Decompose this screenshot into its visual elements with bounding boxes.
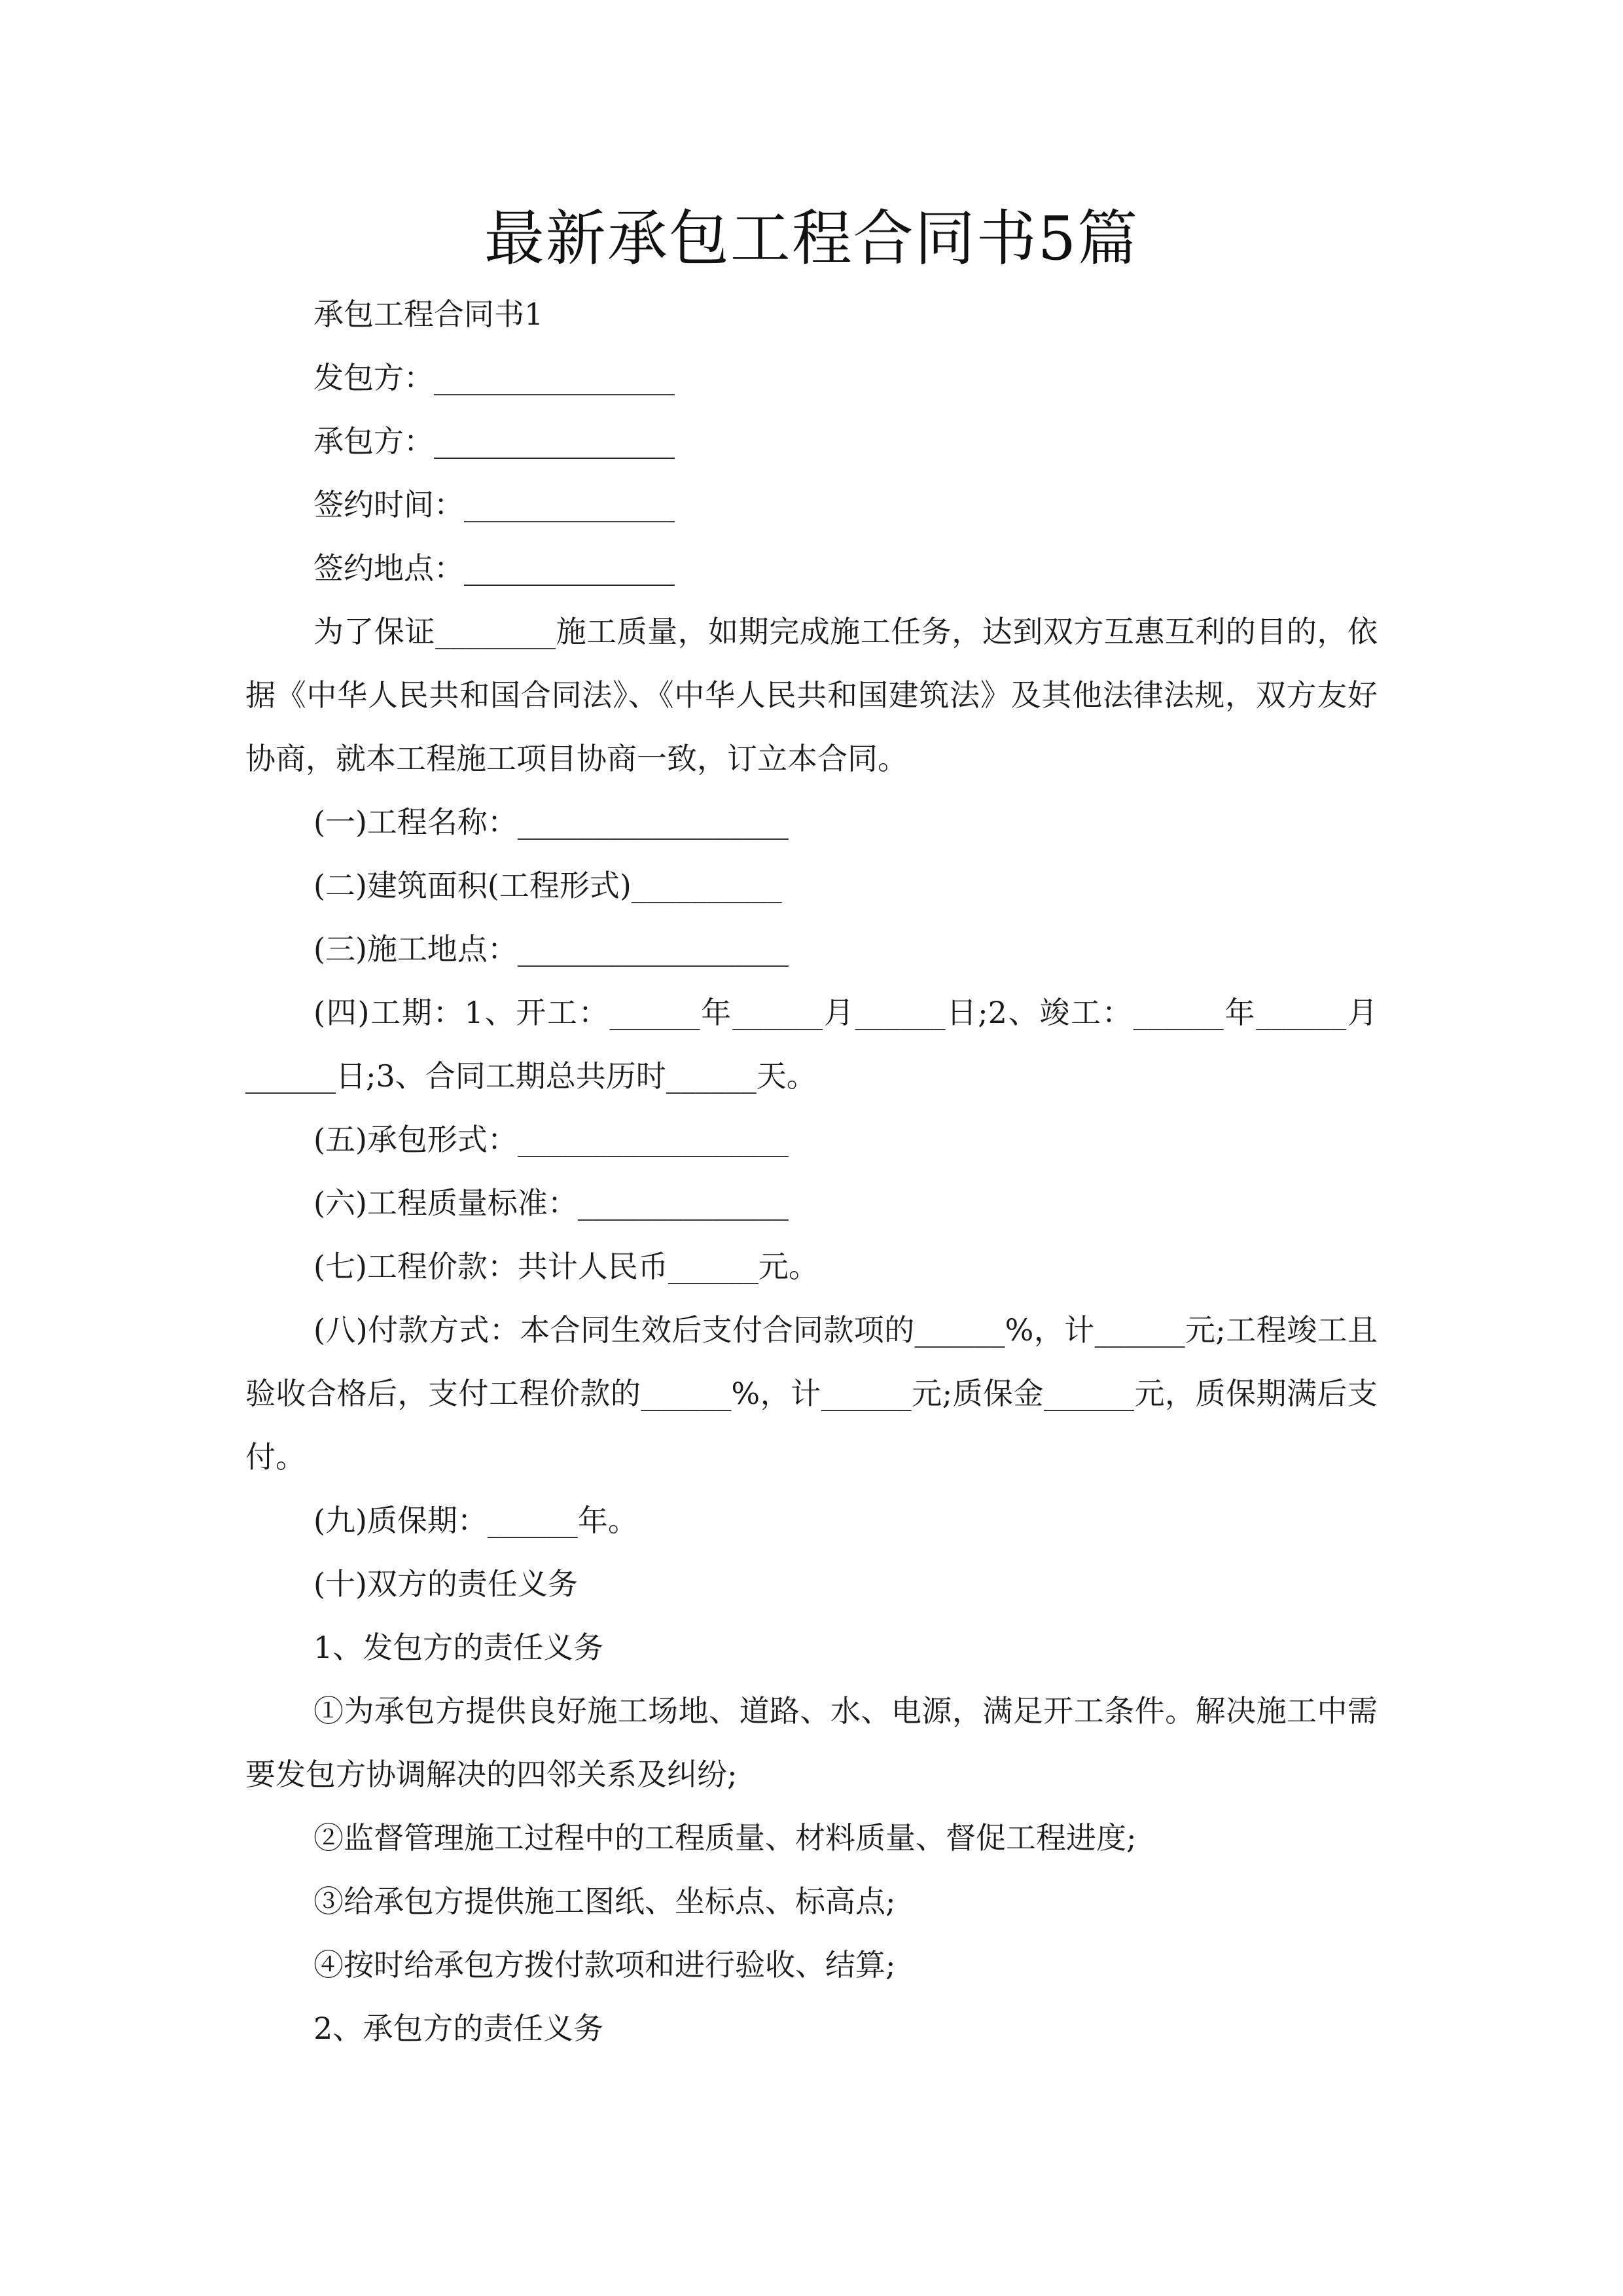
field-employer: 发包方：________________ (313, 360, 675, 395)
employer-duty-4: ④按时给承包方拨付款项和进行验收、结算; (313, 1947, 896, 1982)
field-contractor: 承包方：________________ (313, 423, 675, 459)
subheading-employer-duties: 1、发包方的责任义务 (313, 1630, 604, 1665)
clause-price: (七)工程价款：共计人民币______元。 (313, 1249, 819, 1284)
field-signing-time: 签约时间：______________ (313, 487, 675, 522)
preamble-paragraph: 为了保证________施工质量，如期完成施工任务，达到双方互惠互利的目的，依据《中华人民共和国合同法》、《中华人民共和国建筑法》及其他法律法规，双方友好协商，就本工程施工项目协商一致，订立本合同。 (245, 614, 1378, 776)
clause-responsibilities: (十)双方的责任义务 (313, 1566, 578, 1602)
section-heading: 承包工程合同书1 (313, 296, 544, 332)
document-title: 最新承包工程合同书5篇 (484, 204, 1139, 274)
clause-schedule: (四)工期：1、开工：______年______月______日;2、竣工：______年______月______日;3、合同工期总共历时______天。 (245, 995, 1378, 1094)
employer-duty-3: ③给承包方提供施工图纸、坐标点、标高点; (313, 1884, 896, 1919)
clause-building-area: (二)建筑面积(工程形式)__________ (313, 868, 782, 903)
document-body (245, 283, 1378, 2060)
clause-contract-form: (五)承包形式：__________________ (313, 1122, 789, 1157)
employer-duty-1: ①为承包方提供良好施工场地、道路、水、电源，满足开工条件。解决施工中需要发包方协调解决的四邻关系及纠纷; (245, 1693, 1378, 1792)
clause-warranty-period: (九)质保期：______年。 (313, 1503, 638, 1538)
clause-project-name: (一)工程名称：__________________ (313, 804, 789, 840)
clause-quality-standard: (六)工程质量标准：______________ (313, 1185, 789, 1221)
subheading-contractor-duties: 2、承包方的责任义务 (313, 2011, 604, 2046)
clause-payment: (八)付款方式：本合同生效后支付合同款项的______%，计______元;工程竣工且验收合格后，支付工程价款的______%，计______元;质保金______元，质保期满后支付。 (245, 1312, 1378, 1475)
field-signing-place: 签约地点：______________ (313, 550, 675, 586)
employer-duty-2: ②监督管理施工过程中的工程质量、材料质量、督促工程进度; (313, 1820, 1137, 1856)
clause-construction-site: (三)施工地点：__________________ (313, 931, 789, 967)
